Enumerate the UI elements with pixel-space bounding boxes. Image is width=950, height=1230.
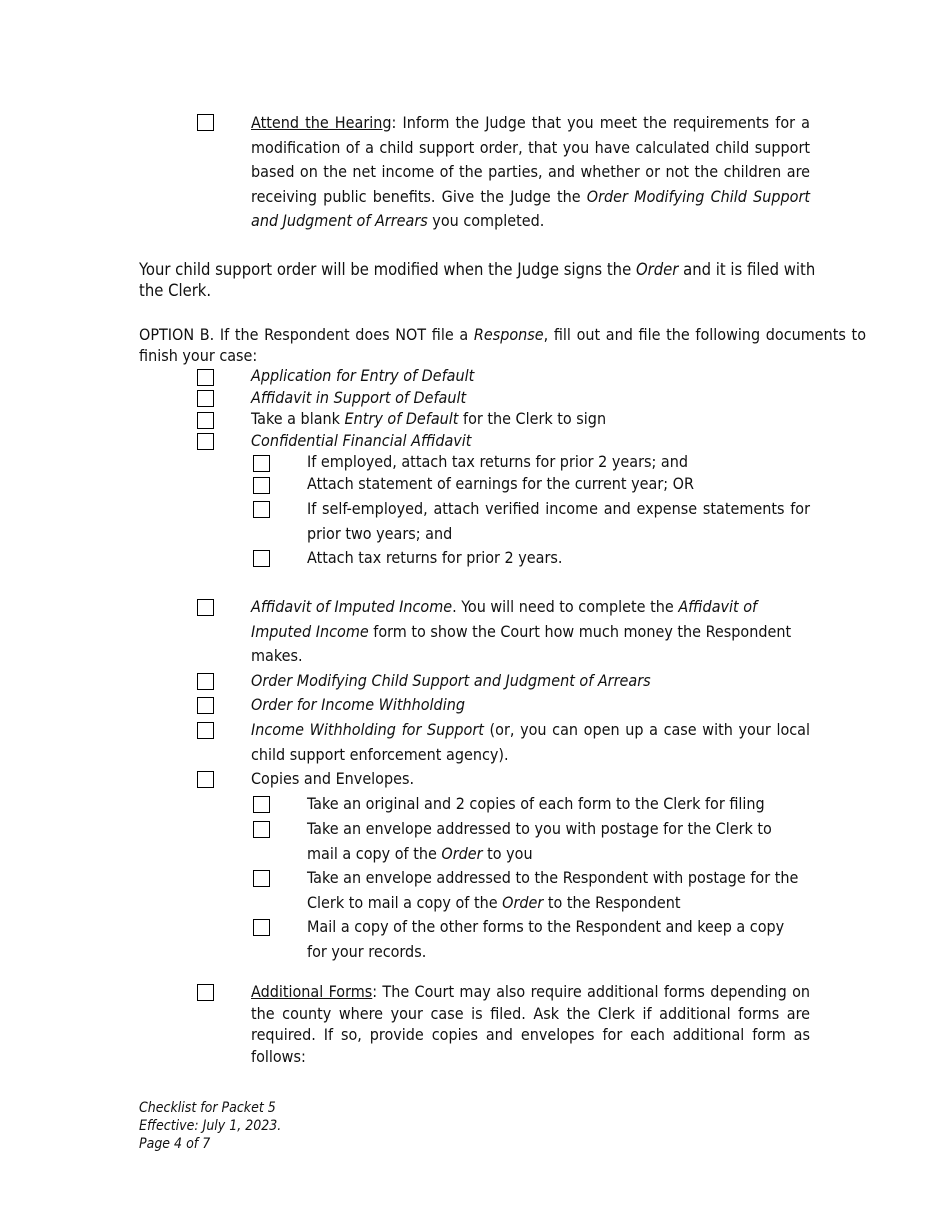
order-income-checkbox[interactable] xyxy=(197,697,214,714)
cfa-label: Confidential Financial Affidavit xyxy=(251,431,472,450)
cfa-sub-label: Attach tax returns for prior 2 years. xyxy=(307,548,563,567)
additional-forms-checkbox[interactable] xyxy=(197,984,214,1001)
cfa-sub-checkbox[interactable] xyxy=(253,501,270,518)
app-default-checkbox[interactable] xyxy=(197,369,214,386)
order-modifying-checkbox[interactable] xyxy=(197,673,214,690)
aff-default-label: Affidavit in Support of Default xyxy=(251,388,467,407)
imputed-income-checkbox[interactable] xyxy=(197,599,214,616)
footer-packet: Checklist for Packet 5 xyxy=(139,1100,276,1116)
copies-sub-label: Mail a copy of the other forms to the Respondent and keep a copy for your records. xyxy=(307,917,785,961)
modification-note: Your child support order will be modified when the Judge signs the Order and it is filed with the Clerk. xyxy=(139,260,816,300)
additional-forms-paragraph: Additional Forms: The Court may also require additional forms depending on the county where your case is filed. Ask the Clerk if additional forms are required. If so, provide copies and envelopes for each additional form as follows: xyxy=(251,982,810,1066)
option-b-intro: OPTION B. If the Respondent does NOT file a Response, fill out and file the following documents to finish your case: xyxy=(139,325,867,365)
additional-forms-heading: Additional Forms xyxy=(251,982,373,1001)
attend-hearing-checkbox[interactable] xyxy=(197,114,214,131)
cfa-checkbox[interactable] xyxy=(197,433,214,450)
cfa-sub-checkbox[interactable] xyxy=(253,455,270,472)
imputed-income-label: Affidavit of Imputed Income. You will need to complete the Affidavit of Imputed Income form to show the Court how much money the Respondent makes. xyxy=(251,597,792,665)
order-income-label: Order for Income Withholding xyxy=(251,695,465,714)
copies-sub-checkbox[interactable] xyxy=(253,870,270,887)
income-withholding-label: Income Withholding for Support (or, you can open up a case with your local child support enforcement agency). xyxy=(251,720,811,764)
attend-hearing-heading: Attend the Hearing xyxy=(251,113,392,132)
cfa-sub-label: Attach statement of earnings for the current year; OR xyxy=(307,474,694,493)
copies-sub-label: Take an envelope addressed to you with postage for the Clerk to mail a copy of the Order to you xyxy=(307,819,772,863)
copies-checkbox[interactable] xyxy=(197,771,214,788)
order-modifying-label: Order Modifying Child Support and Judgment of Arrears xyxy=(251,671,651,690)
cfa-sub-checkbox[interactable] xyxy=(253,477,270,494)
copies-sub-label: Take an original and 2 copies of each form to the Clerk for filing xyxy=(307,794,765,813)
blank-entry-checkbox[interactable] xyxy=(197,412,214,429)
app-default-label: Application for Entry of Default xyxy=(251,366,475,385)
footer-page: Page 4 of 7 xyxy=(139,1136,211,1152)
aff-default-checkbox[interactable] xyxy=(197,390,214,407)
cfa-sub-checkbox[interactable] xyxy=(253,550,270,567)
cfa-sub-label: If employed, attach tax returns for prior 2 years; and xyxy=(307,452,688,471)
cfa-sub-label: If self-employed, attach verified income and expense statements for prior two years; and xyxy=(307,499,810,543)
copies-sub-checkbox[interactable] xyxy=(253,796,270,813)
attend-hearing-paragraph: Attend the Hearing: Inform the Judge that you meet the requirements for a modification of a child support order, that you have calculated child support based on the net income of the parties, and whether or not the children are receiving public benefits. Give the Judge the Order Modifying Child Support and Judgment of Arrears you completed. xyxy=(251,113,811,230)
footer-effective: Effective: July 1, 2023. xyxy=(139,1118,282,1134)
copies-label: Copies and Envelopes. xyxy=(251,769,415,788)
blank-entry-label: Take a blank Entry of Default for the Clerk to sign xyxy=(251,409,607,428)
copies-sub-checkbox[interactable] xyxy=(253,821,270,838)
page-footer xyxy=(139,1099,281,1153)
income-withholding-checkbox[interactable] xyxy=(197,722,214,739)
copies-sub-label: Take an envelope addressed to the Respondent with postage for the Clerk to mail a copy of the Order to the Respondent xyxy=(307,868,799,912)
copies-sub-checkbox[interactable] xyxy=(253,919,270,936)
